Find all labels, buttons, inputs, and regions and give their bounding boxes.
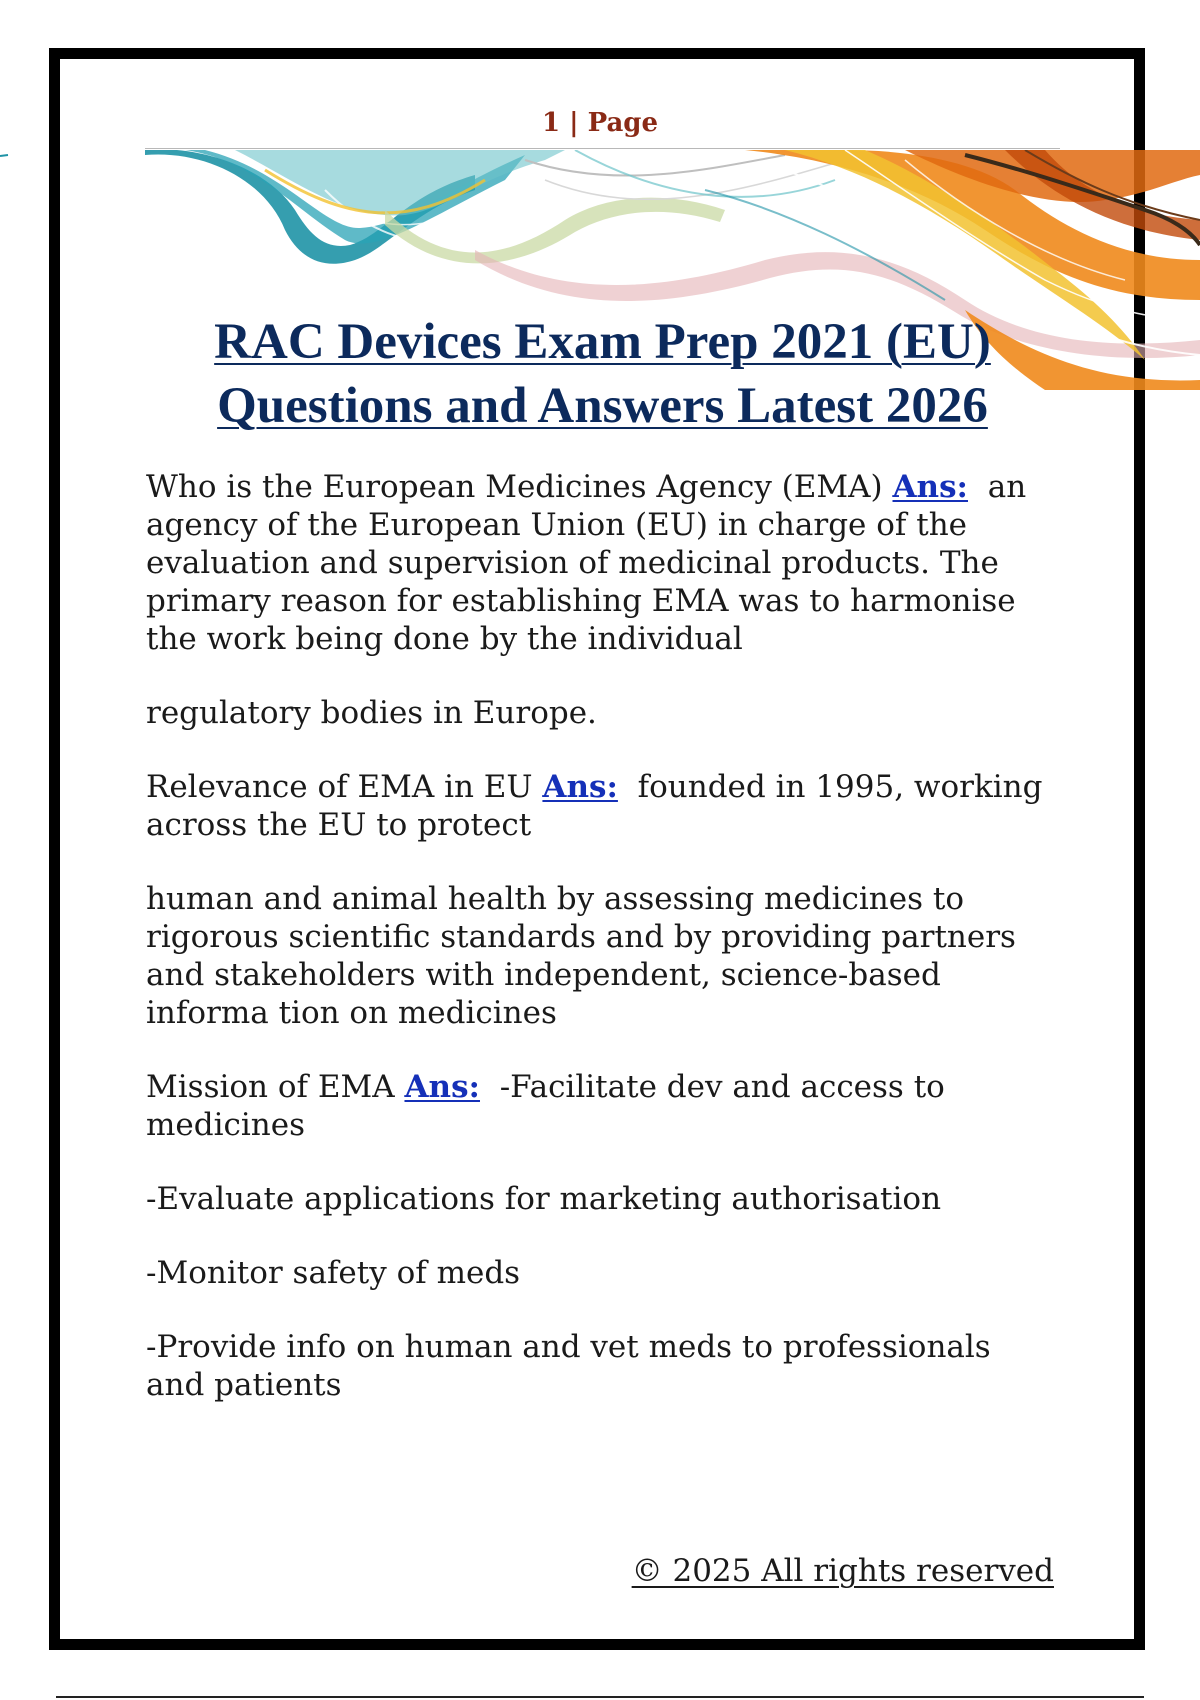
- bottom-divider: [56, 1696, 1144, 1698]
- edge-swirl-fragment: [0, 150, 12, 162]
- answer-text: -Facilitate dev and access to medicines: [146, 1069, 945, 1143]
- question-text: Mission of EMA: [146, 1069, 395, 1105]
- document-title: [145, 310, 1060, 438]
- page-number-header: 1 | Page: [541, 108, 659, 138]
- answer-continuation: human and animal health by assessing medicines to rigorous scientific standards and by providing partners and stakeholders with independent, science-based informa tion on medicines: [146, 881, 1016, 1031]
- question-text: Relevance of EMA in EU: [146, 769, 533, 805]
- qa-item: [146, 1068, 1046, 1144]
- answer-bullet: -Provide info on human and vet meds to professionals and patients: [146, 1329, 991, 1403]
- ans-link[interactable]: Ans:: [542, 769, 618, 805]
- answer-bullet: -Monitor safety of meds: [146, 1255, 521, 1291]
- copyright-notice: © 2025 All rights reserved: [631, 1553, 1054, 1589]
- answer-text: an agency of the European Union (EU) in charge of the evaluation and supervision of medicinal products. The primary reason for establishing EMA was to harmonise the work being done by the individual: [146, 469, 1027, 657]
- header-divider: [145, 148, 1060, 149]
- answer-text: founded in 1995, working across the EU to protect: [146, 769, 1043, 843]
- answer-bullet: -Evaluate applications for marketing authorisation: [146, 1181, 942, 1217]
- answer-continuation: regulatory bodies in Europe.: [146, 695, 597, 731]
- title-line-2: Questions and Answers Latest 2026: [217, 378, 988, 434]
- title-line-1: RAC Devices Exam Prep 2021 (EU): [214, 314, 991, 370]
- qa-item: [146, 468, 1046, 658]
- qa-item: [146, 768, 1046, 844]
- ans-link[interactable]: Ans:: [404, 1069, 480, 1105]
- document-body: [146, 468, 1046, 1440]
- question-text: Who is the European Medicines Agency (EMA): [146, 469, 883, 505]
- ans-link[interactable]: Ans:: [892, 469, 968, 505]
